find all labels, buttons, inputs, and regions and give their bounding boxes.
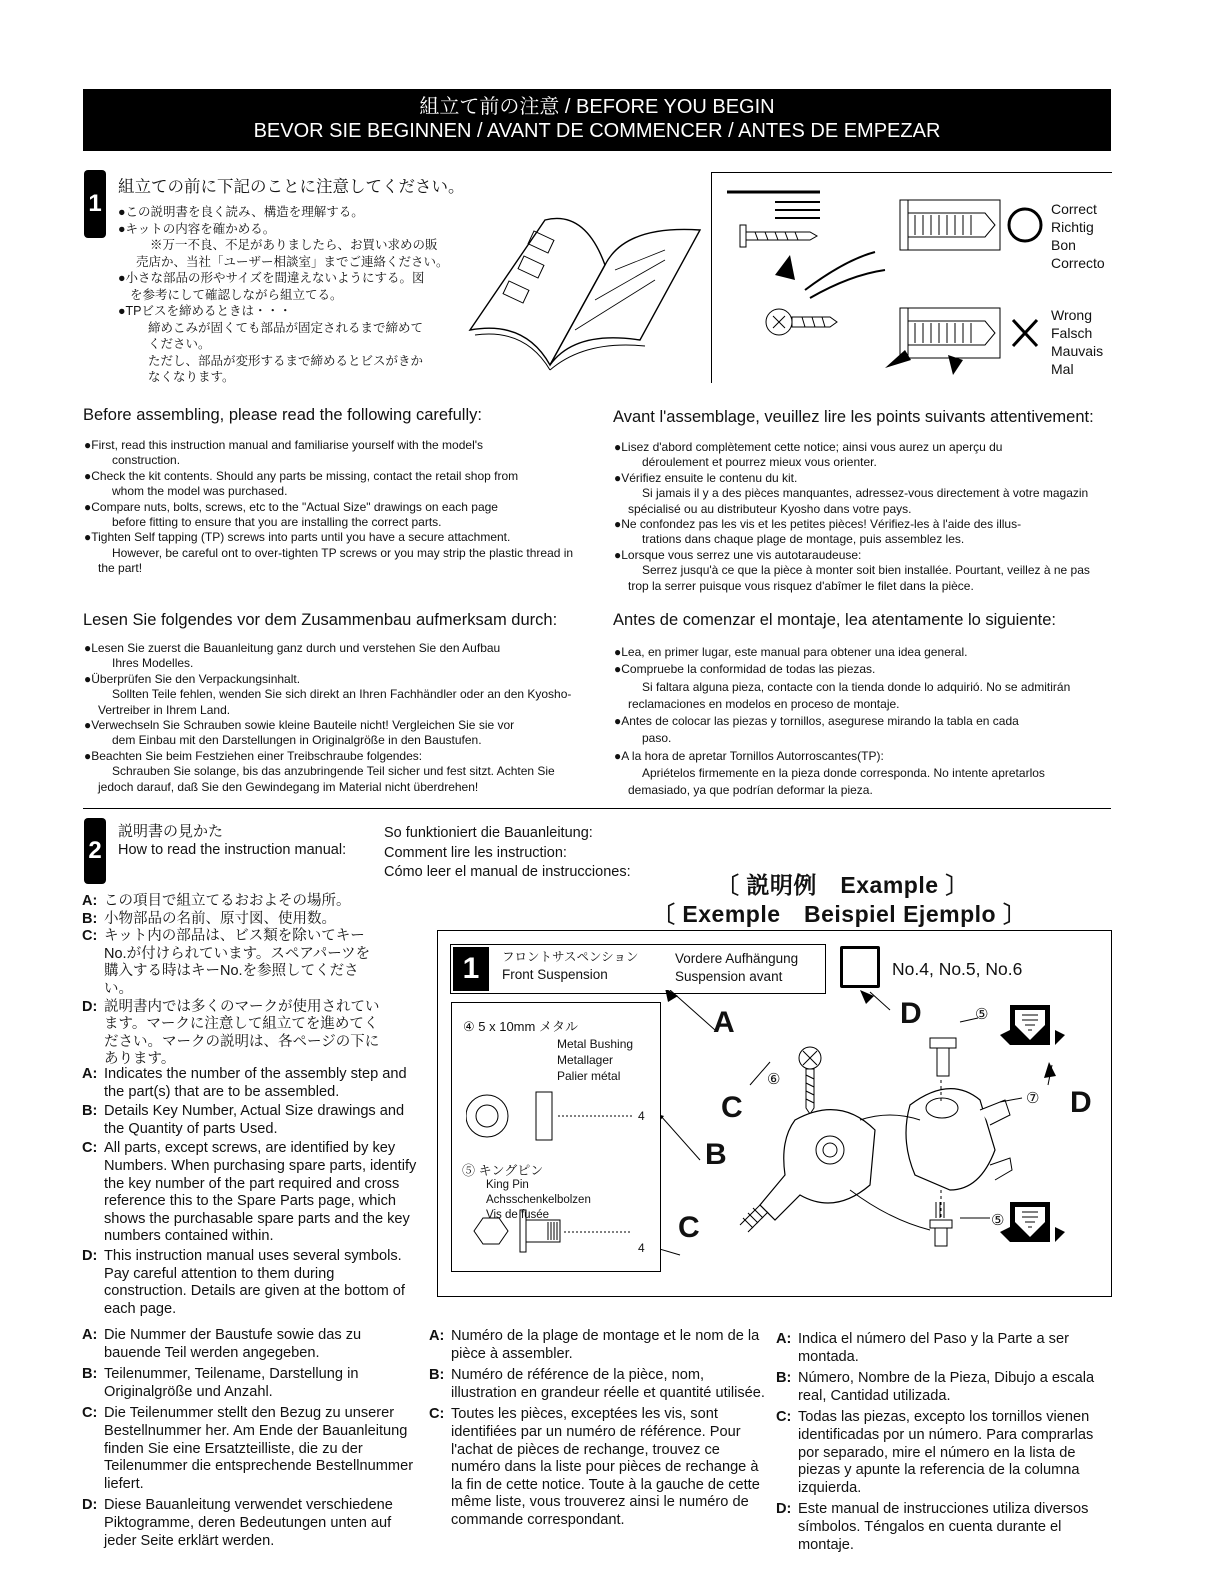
example-letter-c-2: C <box>678 1211 700 1244</box>
part-4-label: ④ 5 x 10mm メタル <box>463 1019 578 1034</box>
part-5-name: Achsschenkelbolzen <box>486 1194 591 1206</box>
jp-point-b: B: 小物部品の名前、原寸図、使用数。 <box>82 910 336 927</box>
example-de-name: Vordere Aufhängung <box>675 951 799 966</box>
jp-note: ●この説明書を良く読み、構造を理解する。 <box>118 205 364 219</box>
en-points <box>82 1066 417 1320</box>
es-notes <box>614 644 1094 800</box>
step-2-en-title: How to read the instruction manual: <box>118 842 347 858</box>
fr-section-title: Avant l'assemblage, veuillez lire les points suivants attentivement: <box>613 408 1094 426</box>
example-part-refs: No.4, No.5, No.6 <box>892 959 1023 979</box>
fr-note-2: ●Vérifiez ensuite le contenu du kit. Si jamais il y a des pièces manquantes, adressez-vous directement à votre magazin spécialisé ou au distributeur Kyosho dans votre pays. <box>614 470 1089 516</box>
open-manual-illustration <box>465 190 705 380</box>
de-note-2: ●Überprüfen Sie den Verpackungsinhalt. Sollten Teile fehlen, wenden Sie sich direkt an Ihren Fachhändler oder an den Kyosho-Vertreiber in Ihrem Land. <box>84 671 572 717</box>
es-point-c: C: Todas las piezas, excepto los tornillos vienen identificadas por un número. Para comprarlas por separado, mire el número en la lista de piezas y apunte la referencia de la columna izquierda. <box>776 1409 1094 1496</box>
en-note-2: ●Check the kit contents. Should any parts be missing, contact the retail shop from whom the model was purchased. <box>84 468 519 499</box>
jp-note: ※万一不良、不足がありましたら、お買い求めの販 <box>150 238 438 252</box>
part-4-name: Palier métal <box>557 1069 621 1083</box>
de-section-title: Lesen Sie folgendes vor dem Zusammenbau aufmerksam durch: <box>83 611 558 629</box>
example-jp-name: フロントサスペンション <box>502 950 639 964</box>
jp-point-d: D: 説明書内では多くのマークが使用されています。マークに注意して組立てを進めてください。マークの説明は、各ページの下にあります。 <box>82 998 380 1068</box>
screw-tightening-illustration <box>715 180 1045 380</box>
part-4-qty: 4 <box>638 1109 645 1123</box>
part-4-names <box>557 1036 633 1084</box>
example-letter-d-2: D <box>1070 1086 1092 1119</box>
part-4-name: Metallager <box>557 1053 614 1067</box>
fr-point-a: A: Numéro de la plage de montage et le nom de la pièce à assembler. <box>429 1328 760 1362</box>
jp-note: なくなります。 <box>148 370 235 384</box>
step-1-jp-notes <box>118 204 478 386</box>
step-2-badge: 2 <box>84 818 106 884</box>
part-4-name: Metal Bushing <box>557 1037 634 1051</box>
jp-note: 売店か、当社「ユーザー相談室」までご連絡ください。 <box>136 254 449 269</box>
fr-point-c: C: Toutes les pièces, exceptées les vis, sont identifiées par un numéro de référence. Pour l'achat de pièces de rechange, trouvez ce numéro dans la liste pour pièces de rechange à la fin de cette notice. Toute à la gauche de cette même liste, vous trouverez ainsi le numéro de commande correspondant. <box>429 1406 760 1528</box>
parts-bag-icon <box>840 946 880 988</box>
en-note-4: ●Tighten Self tapping (TP) screws into parts until you have a secure attachment. However, be careful ont to over-tighten TP screws or you may strip the plastic thread in the part! <box>84 530 574 576</box>
step-2-fr-title: Comment lire les instruction: <box>384 844 567 861</box>
en-point-d: D: This instruction manual uses several symbols. Pay careful attention to them during construction. Details are given at the bottom of each page. <box>82 1247 405 1317</box>
example-step-names-left <box>502 948 638 984</box>
en-point-a: A: Indicates the number of the assembly step and the part(s) that are to be assembled. <box>82 1066 407 1100</box>
correct-label: Correcto <box>1051 255 1105 271</box>
en-note-1: ●First, read this instruction manual and familiarise yourself with the model's construction. <box>84 438 484 468</box>
es-note-1: ●Lea, en primer lugar, este manual para obtener una idea general. <box>614 645 968 659</box>
jp-note: を参考にして確認しながら組立てる。 <box>130 287 343 302</box>
correct-label: Correct <box>1051 201 1097 217</box>
example-letter-d: D <box>900 997 922 1030</box>
jp-note: ●TPビスを締めるときは・・・ <box>118 304 292 318</box>
wrong-label: Wrong <box>1051 307 1092 323</box>
de-point-b: B: Teilenummer, Teilename, Darstellung in Originalgröße und Anzahl. <box>82 1366 359 1400</box>
circled-seven: ⑦ <box>1026 1090 1040 1107</box>
wrong-label: Mauvais <box>1051 343 1104 359</box>
es-note-4: ●A la hora de apretar Tornillos Autorroscantes(TP): Apriételos firmemente en la pieza donde corresponda. No intente apretarlos demasiado, ya que podrían deformar la pieza. <box>614 748 1045 798</box>
de-note-4: ●Beachten Sie beim Festziehen einer Treibschraube folgendes: Schrauben Sie solange, bis das anzubringende Teil sicher und fest sitzt. Achten Sie jedoch darauf, daß Sie den Gewindegang im Material nicht überdrehen! <box>84 748 555 794</box>
fr-point-b: B: Numéro de référence de la pièce, nom, illustration en grandeur réelle et quantité utilisée. <box>429 1367 765 1401</box>
section-divider <box>83 808 1111 809</box>
example-letter-a: A <box>713 1006 735 1039</box>
de-note-3: ●Verwechseln Sie Schrauben sowie kleine Bauteile nicht! Vergleichen Sie sie vor dem Einbau mit den Darstellungen in Originalgröße in den Baustufen. <box>84 718 515 748</box>
en-point-c: C: All parts, except screws, are identified by key Numbers. When purchasing spare parts, identify the key number of the part required and cross reference this to the Spare Parts page, which shows the purchasable spare parts and the key numbers contained within. <box>82 1140 417 1245</box>
jp-points <box>82 893 382 1069</box>
circled-five-top: ⑤ <box>975 1006 989 1023</box>
en-notes <box>84 438 584 577</box>
example-letter-b: B <box>705 1138 727 1171</box>
jp-note: ください。 <box>148 337 211 351</box>
header-line-2: BEVOR SIE BEGINNEN / AVANT DE COMMENCER / ANTES DE EMPEZAR <box>253 120 941 142</box>
jp-note: 締めこみが固くても部品が固定されるまで締めて <box>148 320 424 335</box>
part-5-name: Vis de fusée <box>486 1209 550 1221</box>
es-note-2: ●Compruebe la conformidad de todas las piezas. Si faltara alguna pieza, contacte con la tienda donde lo adquirió. No se admitirán reclamaciones en modelos en proceso de montaje. <box>614 662 1071 711</box>
example-step-badge: 1 <box>453 947 489 991</box>
fr-points <box>429 1328 765 1532</box>
de-point-a: A: Die Nummer der Baustufe sowie das zu bauende Teil werden angegeben. <box>82 1327 362 1361</box>
header-line-1: 組立て前の注意 / BEFORE YOU BEGIN <box>419 96 775 118</box>
correct-labels <box>1051 200 1105 272</box>
step-2-de-title: So funktioniert die Bauanleitung: <box>384 825 593 841</box>
step-2-es-title: Cómo leer el manual de instrucciones: <box>384 864 631 880</box>
example-title-1: 〔 説明例 Example 〕 <box>716 872 969 898</box>
es-section-title: Antes de comenzar el montaje, lea atentamente lo siguiente: <box>613 611 1057 629</box>
en-section-title: Before assembling, please read the following carefully: <box>83 406 482 424</box>
fr-note-1: ●Lisez d'abord complètement cette notice; ainsi vous aurez un aperçu du déroulement et pourrez mieux vous orienter. <box>614 440 1003 470</box>
part-5-name: King Pin <box>486 1179 529 1191</box>
jp-note: ●キットの内容を確かめる。 <box>118 221 276 236</box>
circled-six: ⑥ <box>767 1071 781 1088</box>
example-en-name: Front Suspension <box>502 967 608 982</box>
jp-point-c: C: キット内の部品は、ビス類を除いてキーNo.が付けられています。スペアパーツを購入する時はキーNo.を参照してください。 <box>82 928 371 997</box>
es-point-b: B: Número, Nombre de la Pieza, Dibujo a escala real, Cantidad utilizada. <box>776 1370 1095 1404</box>
jp-note: ●小さな部品の形やサイズを間違えないようにする。図 <box>118 271 425 285</box>
de-note-1: ●Lesen Sie zuerst die Bauanleitung ganz durch und verstehen Sie den Aufbau Ihres Modelles. <box>84 641 501 671</box>
en-note-3: ●Compare nuts, bolts, screws, etc to the "Actual Size" drawings on each page before fitting to ensure that you are installing the correct parts. <box>84 499 498 530</box>
step-1-badge: 1 <box>84 170 106 238</box>
wrong-label: Mal <box>1051 361 1074 377</box>
fr-note-3: ●Ne confondez pas les vis et les petites pièces! Vérifiez-les à l'aide des illus- trations dans chaque plage de montage, puis assemblez les. <box>614 517 1022 547</box>
jp-note: ただし、部品が変形するまで締めるとビスがきか <box>148 353 424 368</box>
de-points <box>82 1327 414 1552</box>
fr-note-4: ●Lorsque vous serrez une vis autotaraudeuse: Serrez jusqu'à ce que la pièce à monter soit bien installée. Pourtant, veillez à ne pas trop la serrer puisque vous risquez d'abîmer le filet dans la pièce. <box>614 547 1090 593</box>
de-point-c: C: Die Teilenummer stellt den Bezug zu unserer Bestellnummer her. Am Ende der Bauanleitung finden Sie eine Ersatzteilliste, die zu der Teilenummer die entsprechende Bestellnummer liefert. <box>82 1405 414 1492</box>
step-1-jp-title: 組立ての前に下記のことに注意してください。 <box>118 178 465 196</box>
correct-label: Bon <box>1051 237 1076 253</box>
part-5-names <box>486 1178 591 1223</box>
en-point-b: B: Details Key Number, Actual Size drawings and the Quantity of parts Used. <box>82 1103 405 1137</box>
wrong-labels <box>1051 306 1103 378</box>
es-points <box>776 1331 1114 1556</box>
page-header <box>83 89 1111 151</box>
example-letter-c: C <box>721 1091 743 1124</box>
fr-notes <box>614 440 1094 594</box>
jp-point-a: A: この項目で組立てるおおよその場所。 <box>82 893 351 909</box>
es-note-3: ●Antes de colocar las piezas y tornillos, asegurese mirando la tabla en cada paso. <box>614 714 1019 746</box>
wrong-label: Falsch <box>1051 325 1093 341</box>
de-notes <box>84 641 584 795</box>
es-point-a: A: Indica el número del Paso y la Parte a ser montada. <box>776 1331 1069 1365</box>
part-5-label: ⑤ キングピン <box>462 1163 544 1178</box>
circled-five-bottom: ⑤ <box>991 1212 1005 1229</box>
es-point-d: D: Este manual de instrucciones utiliza diversos símbolos. Téngalos en cuenta durante el montaje. <box>776 1501 1089 1553</box>
step-2-other-titles <box>384 824 631 883</box>
step-2-jp-title: 説明書の見かた <box>118 823 224 840</box>
example-title-2: 〔 Exemple Beispiel Ejemplo 〕 <box>652 901 1027 927</box>
correct-label: Richtig <box>1051 219 1094 235</box>
de-point-d: D: Diese Bauanleitung verwendet verschiedene Piktogramme, deren Bedeutungen unten auf jeder Seite erklärt werden. <box>82 1497 393 1549</box>
example-fr-name: Suspension avant <box>675 969 783 984</box>
part-5-qty: 4 <box>638 1241 645 1255</box>
example-step-names-right <box>675 950 798 986</box>
